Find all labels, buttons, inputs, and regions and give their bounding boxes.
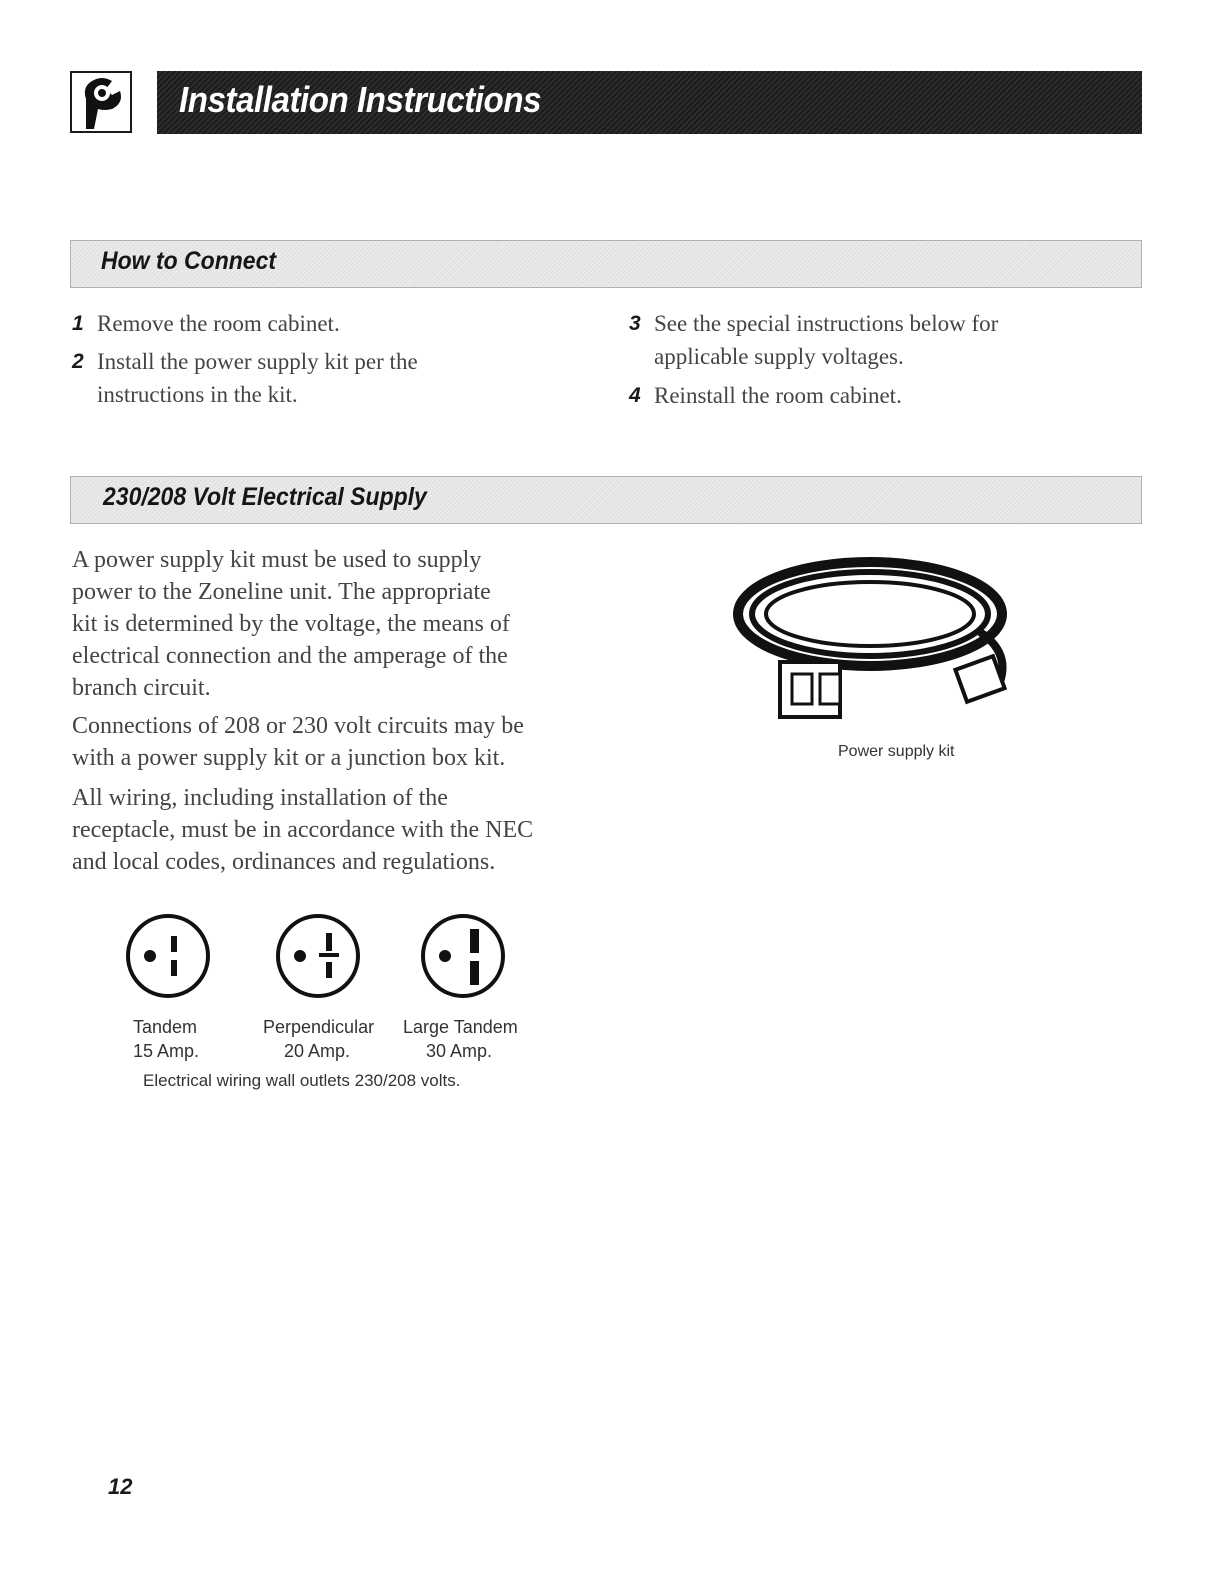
paragraph-line: All wiring, including installation of the xyxy=(72,785,448,811)
step-text: instructions in the kit. xyxy=(97,382,298,407)
outlet-amps-tandem: 15 Amp. xyxy=(133,1041,200,1061)
step-3 xyxy=(629,307,998,373)
outlet-label-tandem: Tandem xyxy=(133,1017,198,1037)
step-text: applicable supply voltages. xyxy=(654,344,904,369)
paragraph-connections xyxy=(72,710,572,774)
outlet-amps-perpendicular: 20 Amp. xyxy=(284,1041,351,1061)
step-number: 3 xyxy=(629,312,641,335)
paragraph-power-kit xyxy=(72,544,572,704)
perpendicular-outlet-icon xyxy=(275,913,361,1004)
paragraph-line: with a power supply kit or a junction box kit. xyxy=(72,745,506,771)
section-heading-electrical-supply xyxy=(70,476,1142,524)
section-heading-text: 230/208 Volt Electrical Supply xyxy=(103,483,427,511)
title-banner xyxy=(157,71,1142,134)
outlet-label-perpendicular: Perpendicular xyxy=(263,1017,375,1037)
step-text: Remove the room cabinet. xyxy=(97,311,340,336)
outlet-amps-large-tandem: 30 Amp. xyxy=(426,1041,493,1061)
large-tandem-outlet-icon xyxy=(420,913,506,1004)
page-number: 12 xyxy=(108,1474,133,1499)
wrench-icon xyxy=(70,71,132,133)
paragraph-line: A power supply kit must be used to supply xyxy=(72,547,482,573)
paragraph-line: power to the Zoneline unit. The appropriate xyxy=(72,579,491,605)
outlet-label-large-tandem: Large Tandem xyxy=(403,1017,518,1037)
section-heading-how-to-connect xyxy=(70,240,1142,288)
step-number: 1 xyxy=(72,312,84,335)
step-1 xyxy=(72,307,340,340)
step-text: See the special instructions below for xyxy=(654,311,999,336)
section-heading-text: How to Connect xyxy=(101,247,277,275)
step-text: Install the power supply kit per the xyxy=(97,349,418,374)
step-number: 4 xyxy=(629,384,641,407)
paragraph-line: branch circuit. xyxy=(72,675,211,701)
paragraph-line: electrical connection and the amperage of the xyxy=(72,643,508,669)
paragraph-line: kit is determined by the voltage, the means of xyxy=(72,611,510,637)
step-number: 2 xyxy=(72,350,84,373)
step-2 xyxy=(72,345,418,411)
paragraph-wiring xyxy=(72,782,572,878)
outlets-caption: Electrical wiring wall outlets 230/208 volts. xyxy=(143,1071,461,1090)
paragraph-line: Connections of 208 or 230 volt circuits may be xyxy=(72,713,524,739)
power-supply-kit-illustration xyxy=(730,552,1030,747)
paragraph-line: receptacle, must be in accordance with the NEC xyxy=(72,817,534,843)
paragraph-line: and local codes, ordinances and regulations. xyxy=(72,849,496,875)
power-supply-kit-caption: Power supply kit xyxy=(838,743,955,760)
tandem-outlet-icon xyxy=(125,913,211,1004)
step-text: Reinstall the room cabinet. xyxy=(654,383,902,408)
page-title: Installation Instructions xyxy=(179,79,542,120)
step-4 xyxy=(629,379,902,412)
